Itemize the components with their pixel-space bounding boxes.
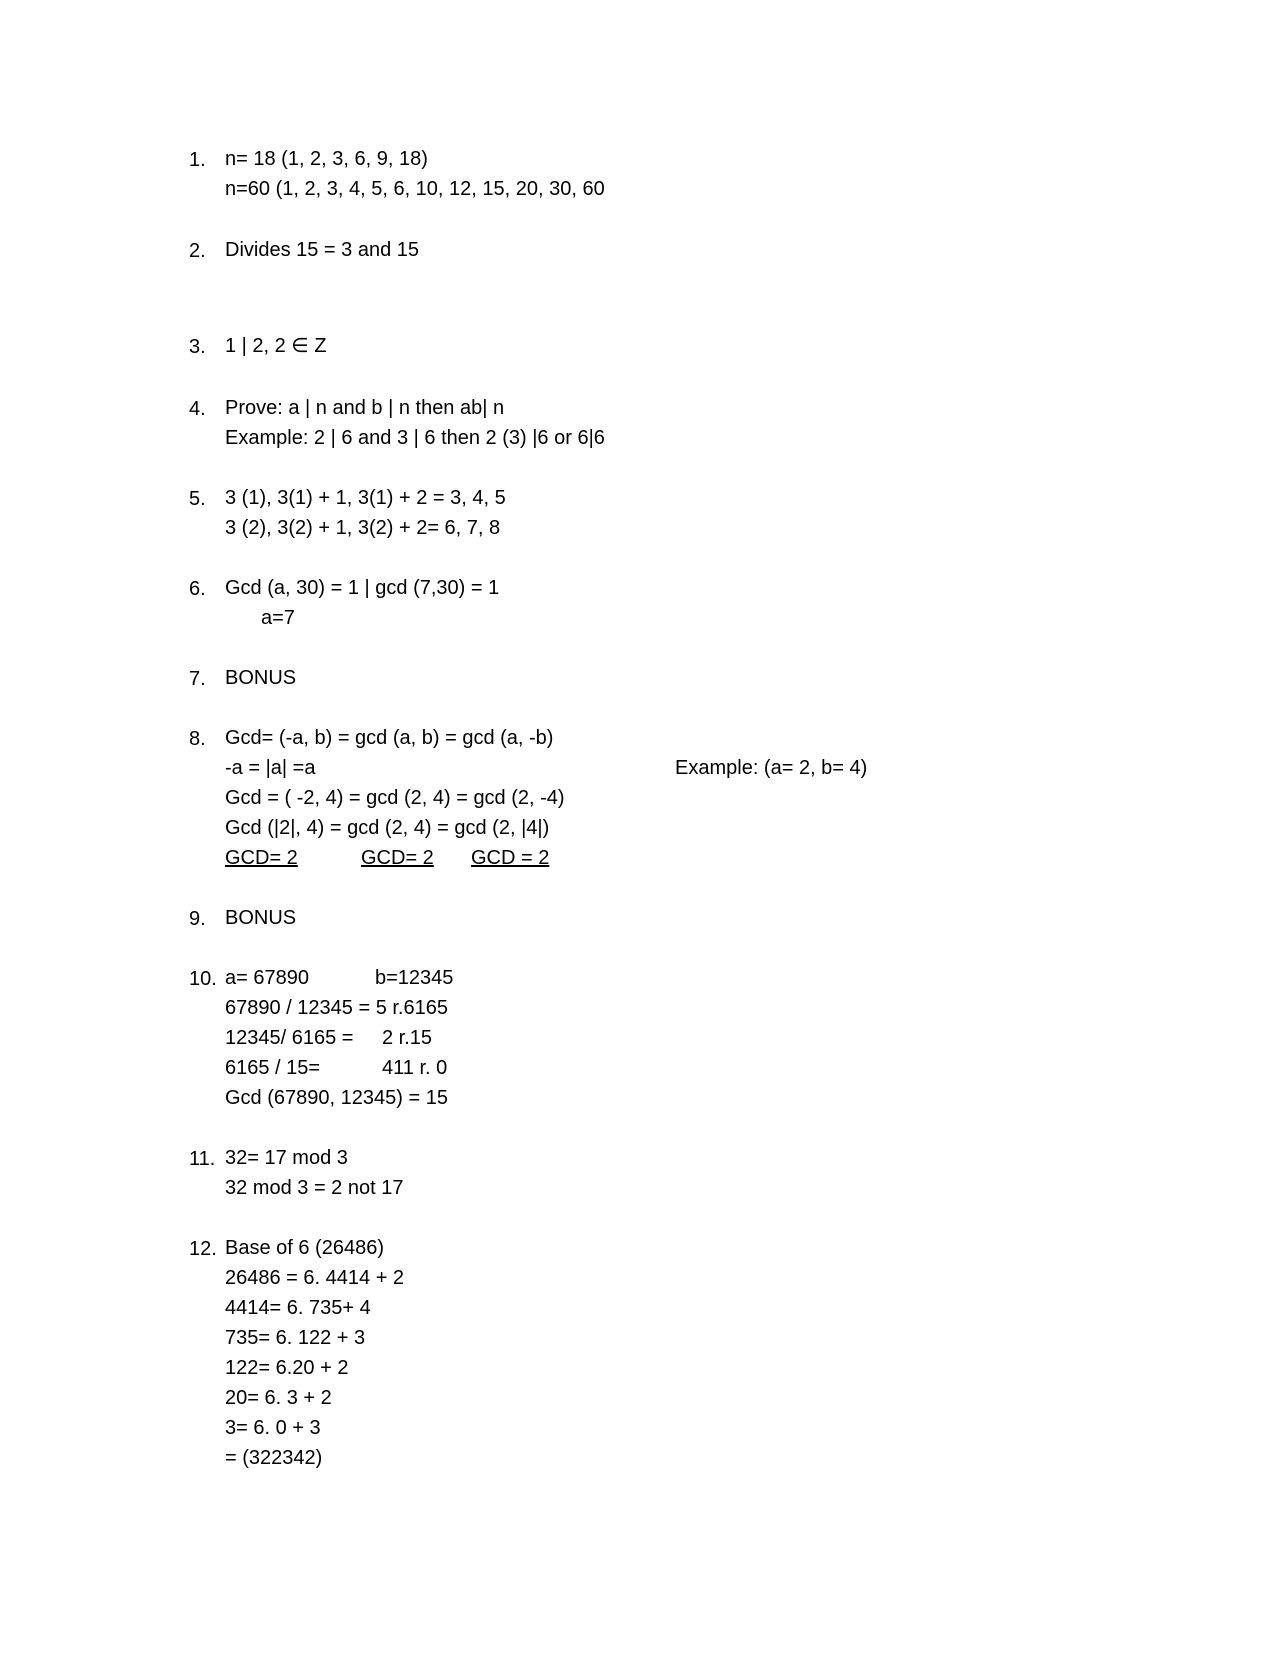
item-line: Prove: a | n and b | n then ab| n [225,397,505,419]
item-line: Gcd (|2|, 4) = gcd (2, 4) = gcd (2, |4|) [225,817,550,839]
gcd-final: Gcd (67890, 12345) = 15 [225,1087,448,1109]
item-line: n= 18 (1, 2, 3, 6, 9, 18) [225,148,428,170]
item-line: Gcd = ( -2, 4) = gcd (2, 4) = gcd (2, -4) [225,787,565,809]
item-line: BONUS [225,667,297,689]
item-line: Divides 15 = 3 and 15 [225,239,420,261]
item-line: n=60 (1, 2, 3, 4, 5, 6, 10, 12, 15, 20, 30, 60 [225,178,605,200]
step-right: 2 r.15 [382,1027,433,1049]
item-number: 2. [189,240,206,262]
item-line: 4414= 6. 735+ 4 [225,1297,371,1319]
value-a: a= 67890 [225,967,309,989]
item-number: 10. [189,968,217,990]
item-line: 32 mod 3 = 2 not 17 [225,1177,404,1199]
item-line: Gcd (a, 30) = 1 | gcd (7,30) = 1 [225,577,500,599]
item-number: 6. [189,578,206,600]
gcd-result: GCD= 2 [361,847,434,869]
item-number: 12. [189,1238,217,1260]
item-line: 67890 / 12345 = 5 r.6165 [225,997,448,1019]
item-number: 3. [189,336,206,358]
step-left: 6165 / 15= [225,1057,321,1079]
item-line: 122= 6.20 + 2 [225,1357,349,1379]
item-number: 7. [189,668,206,690]
gcd-result: GCD= 2 [225,847,298,869]
item-line: 20= 6. 3 + 2 [225,1387,332,1409]
example-note: Example: (a= 2, b= 4) [675,757,868,779]
item-line: -a = |a| =a [225,757,316,779]
item-number: 5. [189,488,206,510]
gcd-result: GCD = 2 [471,847,550,869]
item-line: 26486 = 6. 4414 + 2 [225,1267,405,1289]
item-line: BONUS [225,907,297,929]
item-line: 1 | 2, 2 ∈ Z [225,335,327,357]
item-line: 3 (2), 3(2) + 1, 3(2) + 2= 6, 7, 8 [225,517,501,539]
item-number: 8. [189,728,206,750]
item-number: 4. [189,398,206,420]
item-line: Gcd= (-a, b) = gcd (a, b) = gcd (a, -b) [225,727,554,749]
item-line: 735= 6. 122 + 3 [225,1327,366,1349]
item-line: Base of 6 (26486) [225,1237,384,1259]
step-right: 411 r. 0 [382,1057,448,1079]
item-line: a=7 [261,607,295,629]
item-number: 1. [189,149,206,171]
item-number: 9. [189,908,206,930]
value-b: b=12345 [375,967,454,989]
step-left: 12345/ 6165 = [225,1027,354,1049]
item-line: 3= 6. 0 + 3 [225,1417,321,1439]
item-line: 32= 17 mod 3 [225,1147,348,1169]
item-line: = (322342) [225,1447,323,1469]
item-number: 11. [189,1148,216,1170]
item-line: 3 (1), 3(1) + 1, 3(1) + 2 = 3, 4, 5 [225,487,506,509]
item-line: Example: 2 | 6 and 3 | 6 then 2 (3) |6 or 6|6 [225,427,605,449]
